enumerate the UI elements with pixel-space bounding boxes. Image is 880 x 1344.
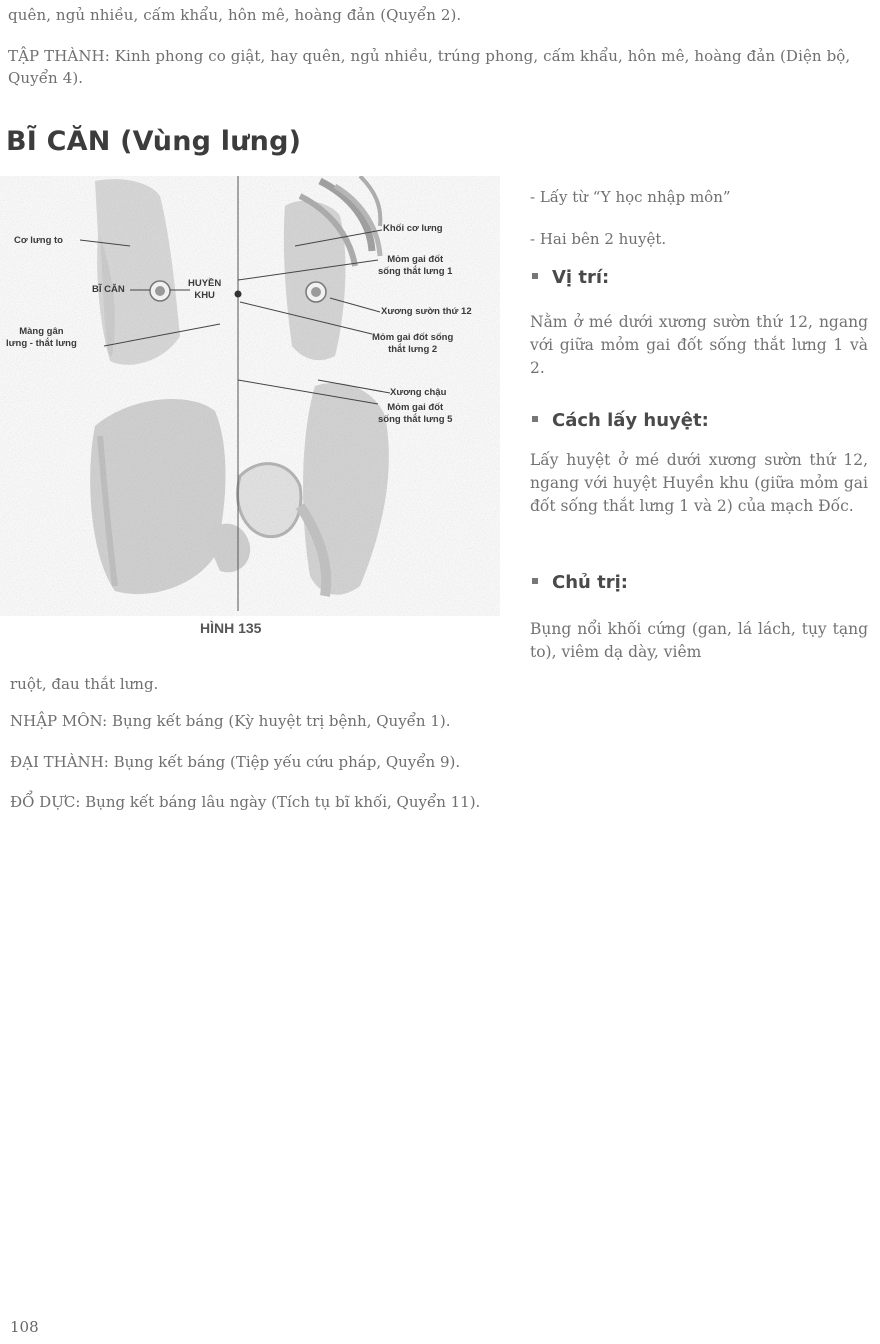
chu-tri-continued: ruột, đau thắt lưng.	[10, 675, 159, 693]
bullet-icon	[532, 416, 538, 422]
subheading-cach-lay: Cách lấy huyệt:	[532, 410, 709, 431]
bullet-icon	[532, 578, 538, 584]
do-duc-line: ĐỔ DỰC: Bụng kết báng lâu ngày (Tích tụ bĩ khối, Quyển 11).	[10, 793, 481, 811]
anatomy-figure	[0, 176, 500, 646]
cach-lay-text: Lấy huyệt ở mé dưới xương sườn thứ 12, ngang với huyệt Huyền khu (giữa mỏm gai đốt sống thắt lưng 1 và 2) của mạch Đốc.	[530, 451, 868, 515]
label-mom-gai-5: Mỏm gai đốt sống thắt lưng 5	[378, 402, 453, 425]
subheading-chu-tri: Chủ trị:	[532, 572, 628, 593]
subheading-vitri: Vị trí:	[532, 267, 609, 288]
label-xuong-chau: Xương chậu	[390, 387, 447, 398]
label-mom-gai-1: Mỏm gai đốt sống thắt lưng 1	[378, 254, 453, 277]
label-huyen-khu: HUYỀN KHU	[188, 278, 222, 301]
count-line: - Hai bên 2 huyệt.	[530, 230, 667, 248]
label-xuong-suon-12: Xương sườn thứ 12	[381, 306, 472, 317]
taptanh-paragraph: TẬP THÀNH: Kinh phong co giật, hay quên, ngủ nhiều, trúng phong, cấm khẩu, hôn mê, hoàng đản (Diện bộ, Quyển 4).	[8, 47, 851, 87]
vitri-text: Nằm ở mé dưới xương sườn thứ 12, ngang với giữa mỏm gai đốt sống thắt lưng 1 và 2.	[530, 313, 868, 377]
figure-caption: HÌNH 135	[200, 620, 262, 636]
section-heading: BĨ CĂN (Vùng lưng)	[6, 126, 302, 157]
nhap-mon-line: NHẬP MÔN: Bụng kết báng (Kỳ huyệt trị bệnh, Quyển 1).	[10, 712, 451, 730]
label-bi-can: BĨ CĂN	[92, 284, 125, 295]
dai-thanh-line: ĐẠI THÀNH: Bụng kết báng (Tiệp yếu cứu pháp, Quyển 9).	[10, 753, 461, 771]
chu-tri-text: Bụng nổi khối cứng (gan, lá lách, tụy tạng to), viêm dạ dày, viêm	[530, 620, 868, 661]
bullet-icon	[532, 273, 538, 279]
label-khoi-co-lung: Khối cơ lưng	[383, 223, 443, 234]
label-co-lung-to: Cơ lưng to	[14, 235, 63, 246]
page-number: 108	[10, 1318, 39, 1336]
label-mang-gan: Màng gân lưng - thắt lưng	[6, 326, 77, 349]
source-line: - Lấy từ “Y học nhập môn”	[530, 188, 731, 206]
label-mom-gai-2: Mỏm gai đốt sống thắt lưng 2	[372, 332, 454, 355]
intro-line: quên, ngủ nhiều, cấm khẩu, hôn mê, hoàng đản (Quyển 2).	[8, 6, 462, 24]
